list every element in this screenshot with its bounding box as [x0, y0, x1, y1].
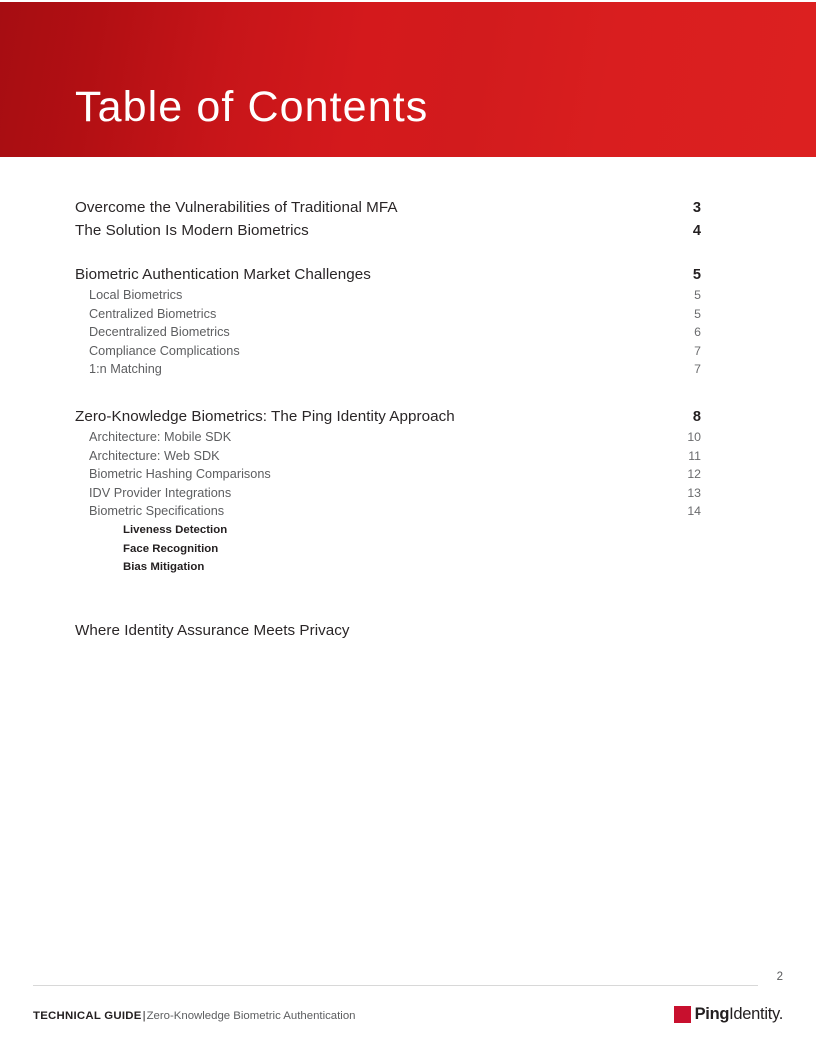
table-of-contents [75, 196, 701, 642]
toc-entry-level-2[interactable] [75, 360, 701, 379]
toc-entry-page-number: 5 [694, 288, 701, 302]
toc-entry-level-1[interactable] [75, 405, 701, 428]
page-number: 2 [776, 971, 783, 983]
toc-entry-label: Centralized Biometrics [89, 306, 217, 321]
toc-entry-label: Biometric Authentication Market Challenges [75, 266, 371, 283]
footer-divider [33, 985, 758, 986]
toc-entry-page-number: 3 [692, 200, 701, 216]
logo-word-ping: Ping [694, 1004, 730, 1023]
toc-entry-page-number: 13 [687, 485, 701, 500]
header-banner [0, 2, 816, 157]
toc-entry-page-number: 10 [687, 429, 701, 444]
toc-group [75, 196, 701, 242]
footer-caption [33, 1009, 356, 1023]
toc-entry-label: Compliance Complications [89, 343, 240, 358]
toc-entry-level-2[interactable] [75, 502, 701, 521]
toc-entry-level-3[interactable] [75, 540, 701, 559]
toc-entry-level-2[interactable] [75, 305, 701, 324]
toc-entry-level-2[interactable] [75, 484, 701, 503]
toc-entry-level-1[interactable] [75, 196, 701, 219]
toc-entry-label: Architecture: Web SDK [89, 448, 220, 463]
toc-entry-level-3[interactable] [75, 558, 701, 577]
toc-entry-label: Zero-Knowledge Biometrics: The Ping Identity Approach [75, 407, 455, 425]
footer-separator: | [142, 1010, 146, 1022]
toc-entry-page-number: 14 [687, 504, 701, 519]
ping-logo-mark-icon [674, 1006, 691, 1023]
toc-entry-label: Architecture: Mobile SDK [89, 429, 232, 444]
toc-entry-level-2[interactable] [75, 286, 701, 305]
toc-entry-label: The Solution Is Modern Biometrics [75, 222, 309, 239]
toc-entry-page-number: 6 [694, 325, 701, 340]
toc-entry-label: Where Identity Assurance Meets Privacy [75, 621, 350, 639]
toc-group-spacer [75, 379, 701, 405]
toc-entry-page-number: 7 [694, 343, 701, 358]
toc-entry-level-3[interactable] [75, 521, 701, 540]
toc-entry-page-number: 12 [687, 467, 701, 482]
toc-group [75, 263, 701, 379]
toc-entry-label: Decentralized Biometrics [89, 325, 230, 340]
toc-entry-page-number: 11 [688, 448, 701, 463]
toc-entry-label: Liveness Detection [123, 523, 228, 536]
toc-entry-level-2[interactable] [75, 465, 701, 484]
toc-entry-label: 1:n Matching [89, 362, 162, 377]
toc-group [75, 619, 701, 642]
toc-entry-level-2[interactable] [75, 323, 701, 342]
logo-word-identity: Identity. [729, 1004, 783, 1023]
toc-entry-page-number: 5 [694, 306, 701, 321]
footer-kicker: TECHNICAL GUIDE [33, 1010, 142, 1022]
toc-group-spacer [75, 242, 701, 263]
toc-group-spacer [75, 577, 701, 619]
toc-entry-level-2[interactable] [75, 447, 701, 466]
page-title: Table of Contents [75, 83, 429, 131]
toc-entry-label: Face Recognition [123, 542, 219, 555]
toc-entry-level-2[interactable] [75, 428, 701, 447]
toc-entry-label: Biometric Hashing Comparisons [89, 467, 271, 482]
toc-group [75, 405, 701, 577]
toc-entry-page-number: 8 [692, 408, 701, 425]
toc-entry-label: Local Biometrics [89, 288, 183, 302]
toc-entry-level-1[interactable] [75, 219, 701, 242]
ping-identity-logo [674, 1004, 783, 1024]
toc-entry-label: IDV Provider Integrations [89, 485, 232, 500]
toc-entry-page-number: 5 [692, 267, 701, 283]
toc-entry-label: Biometric Specifications [89, 504, 225, 519]
toc-entry-page-number: 7 [694, 362, 701, 377]
footer-subject: Zero-Knowledge Biometric Authentication [146, 1010, 356, 1022]
toc-entry-level-1[interactable] [75, 263, 701, 286]
toc-entry-label: Overcome the Vulnerabilities of Traditional MFA [75, 199, 398, 216]
toc-entry-label: Bias Mitigation [123, 561, 205, 574]
toc-entry-level-2[interactable] [75, 342, 701, 361]
toc-entry-page-number: 4 [692, 223, 701, 239]
toc-entry-level-1[interactable] [75, 619, 701, 642]
